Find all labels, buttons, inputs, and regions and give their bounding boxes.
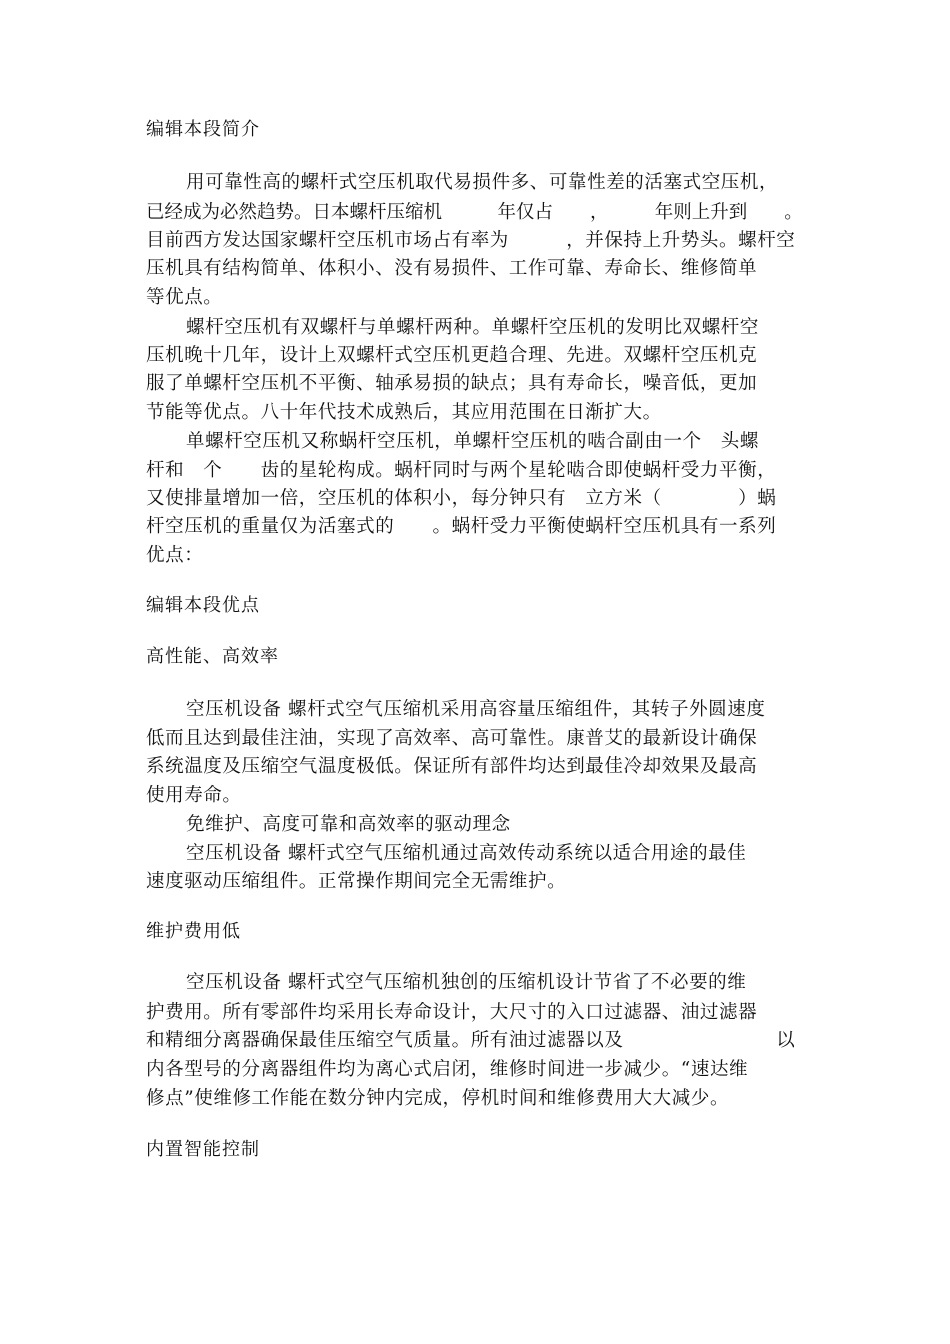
performance-heading: 高性能、高效率: [146, 646, 279, 667]
text-line: 目前西方发达国家螺杆空压机市场占有率为 ，并保持上升势头。螺杆空: [146, 230, 796, 251]
text-line: 空压机设备 螺杆式空气压缩机独创的压缩机设计节省了不必要的维: [186, 972, 747, 993]
intro-heading: 编辑本段简介: [146, 119, 260, 140]
text-line: 内各型号的分离器组件均为离心式启闭，维修时间进一步减少。“速达维: [146, 1059, 749, 1080]
text-line: 低而且达到最佳注油，实现了高效率、高可靠性。康普艾的最新设计确保: [146, 728, 758, 749]
text-line: 空压机设备 螺杆式空气压缩机通过高效传动系统以适合用途的最佳: [186, 843, 747, 864]
text-line: 修点”使维修工作能在数分钟内完成，停机时间和维修费用大大减少。: [146, 1088, 730, 1109]
smart-control-heading: 内置智能控制: [146, 1139, 260, 1160]
text-line: 系统温度及压缩空气温度极低。保证所有部件均达到最佳冷却效果及最高: [146, 756, 758, 777]
text-line: 使用寿命。: [146, 785, 242, 806]
text-line: 免维护、高度可靠和高效率的驱动理念: [186, 814, 511, 835]
text-line: 已经成为必然趋势。日本螺杆压缩机 年仅占 ， 年则上升到 。: [146, 202, 803, 223]
text-line: 速度驱动压缩组件。正常操作期间完全无需维护。: [146, 871, 567, 892]
text-line: 螺杆空压机有双螺杆与单螺杆两种。单螺杆空压机的发明比双螺杆空: [186, 317, 760, 338]
text-line: 和精细分离器确保最佳压缩空气质量。所有油过滤器以及 以: [146, 1030, 796, 1051]
text-line: 空压机设备 螺杆式空气压缩机采用高容量压缩组件，其转子外圆速度: [186, 699, 766, 720]
text-line: 杆空压机的重量仅为活塞式的 。蜗杆受力平衡使蜗杆空压机具有一系列: [146, 516, 777, 537]
text-line: 护费用。所有零部件均采用长寿命设计，大尺寸的入口过滤器、油过滤器: [146, 1002, 758, 1023]
text-line: 优点：: [146, 545, 204, 566]
text-line: 杆和 个 齿的星轮构成。蜗杆同时与两个星轮啮合即使蜗杆受力平衡，: [146, 460, 777, 481]
maintenance-heading: 维护费用低: [146, 921, 241, 942]
text-line: 节能等优点。八十年代技术成熟后，其应用范围在日渐扩大。: [146, 402, 662, 423]
text-line: 压机具有结构简单、体积小、没有易损件、工作可靠、寿命长、维修简单: [146, 258, 758, 279]
text-line: 等优点。: [146, 287, 223, 308]
text-line: 用可靠性高的螺杆式空压机取代易损件多、可靠性差的活塞式空压机，: [186, 172, 779, 193]
text-line: 单螺杆空压机又称蜗杆空压机，单螺杆空压机的啮合副由一个 头螺: [186, 431, 760, 452]
text-line: 压机晚十几年，设计上双螺杆式空压机更趋合理、先进。双螺杆空压机克: [146, 345, 758, 366]
text-line: 服了单螺杆空压机不平衡、轴承易损的缺点；具有寿命长，噪音低，更加: [146, 373, 758, 394]
text-line: 又使排量增加一倍，空压机的体积小，每分钟只有 立方米（ ）蜗: [146, 488, 777, 509]
advantages-heading: 编辑本段优点: [146, 595, 260, 616]
